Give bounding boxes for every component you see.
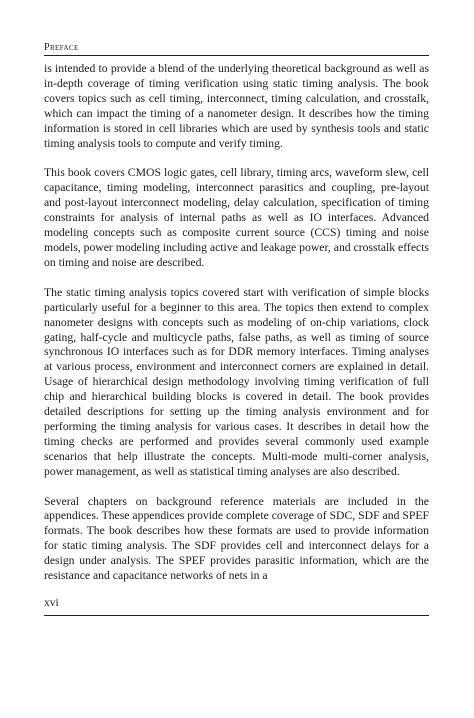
book-page (44, 0, 429, 718)
body-text (44, 62, 429, 599)
paragraph: This book covers CMOS logic gates, cell library, timing arcs, waveform slew, cell capacitance, timing modeling, interconnect parasitics and coupling, pre-layout and post-layout interconnect modeling, delay calculation, specification of timing constraints for analysis of internal paths as well as IO interfaces. Advanced modeling concepts such as composite current source (CCS) timing and noise models, power modeling including active and leakage power, and crosstalk effects on timing and noise are described. (44, 166, 429, 269)
paragraph: is intended to provide a blend of the underlying theoretical background as well as in-depth coverage of timing verification using static timing analysis. The book covers topics such as cell timing, interconnect, timing calculation, and crosstalk, which can impact the timing of a nanometer design. It describes how the timing information is stored in cell libraries which are used by synthesis tools and static timing analysis tools to compute and verify timing. (44, 62, 429, 150)
page-number: xvi (44, 597, 59, 609)
header-rule (44, 55, 429, 56)
paragraph: Several chapters on background reference materials are included in the appendices. These appendices provide complete coverage of SDC, SDF and SPEF formats. The book describes how these formats are used to provide information for static timing analysis. The SDF provides cell and interconnect delays for a design under analysis. The SPEF provides parasitic information, which are the resistance and capacitance networks of nets in a (44, 494, 429, 583)
footer-rule (44, 615, 429, 616)
paragraph: The static timing analysis topics covered start with verification of simple blocks particularly useful for a beginner to this area. The topics then extend to complex nanometer designs with concepts such as modeling of on-chip variations, clock gating, half-cycle and multicycle paths, false paths, as well as timing of source synchronous IO interfaces such as for DDR memory interfaces. Timing analyses at various process, environment and interconnect corners are explained in detail. Usage of hierarchical design methodology involving timing verification of full chip and hierarchical building blocks is covered in detail. The book provides detailed descriptions for setting up the timing analysis environment and for performing the timing analysis for various cases. It describes in detail how the timing checks are performed and provides several commonly used example scenarios that help illustrate the concepts. Multi-mode multi-corner analysis, power management, as well as statistical timing analyses are also described. (44, 285, 429, 478)
running-head: Preface (44, 42, 79, 53)
